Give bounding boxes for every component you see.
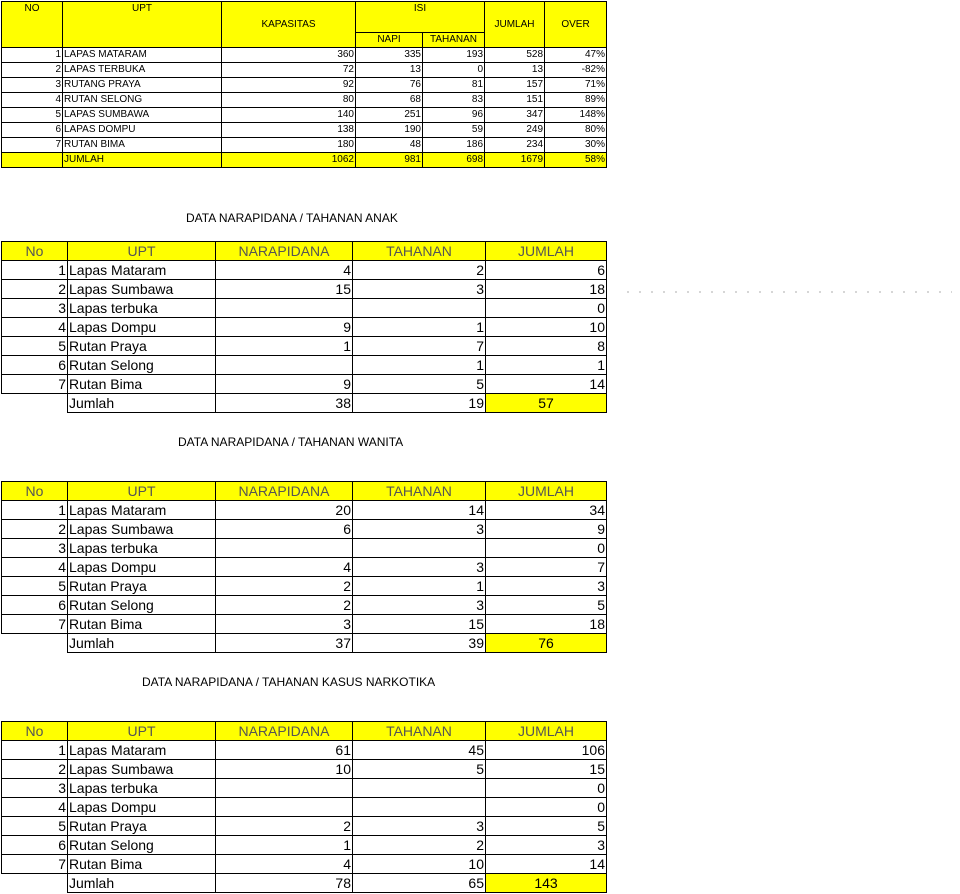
header-upt: UPT [63,2,222,48]
cell-tahanan: 1 [353,577,486,596]
cell-narapidana: 6 [216,520,353,539]
cell-napi: 68 [356,93,423,108]
cell-no: 4 [2,558,68,577]
header-jumlah: JUMLAH [486,482,607,501]
cell-narapidana [216,356,353,375]
total-jumlah: 143 [486,874,607,893]
cell-jumlah: 7 [486,558,607,577]
cell-jumlah: 8 [486,337,607,356]
cell-no: 6 [2,356,68,375]
table-row [2,817,607,836]
narkotika-caption: DATA NARAPIDANA / TAHANAN KASUS NARKOTIKA [142,675,436,689]
anak-caption: DATA NARAPIDANA / TAHANAN ANAK [186,211,398,225]
table-row [2,596,607,615]
cell-narapidana [216,798,353,817]
cell-jumlah: 18 [486,615,607,634]
cell-tahanan: 5 [353,760,486,779]
cell-narapidana: 10 [216,760,353,779]
cell-tahanan: 5 [353,375,486,394]
cell-kapasitas: 92 [222,78,356,93]
total-no-cell [2,153,63,168]
cell-tahanan: 2 [353,261,486,280]
total-no-cell [2,634,68,653]
cell-narapidana [216,539,353,558]
table-row [2,558,607,577]
cell-tahanan: 3 [353,596,486,615]
cell-upt: RUTAN BIMA [63,138,222,153]
total-narapidana: 78 [216,874,353,893]
cell-tahanan: 3 [353,520,486,539]
cell-napi: 335 [356,48,423,63]
cell-upt: Lapas Dompu [68,318,216,337]
header-upt: UPT [68,722,216,741]
cell-upt: LAPAS DOMPU [63,123,222,138]
cell-upt: Lapas terbuka [68,779,216,798]
cell-tahanan: 81 [423,78,485,93]
header-row [2,482,607,501]
cell-napi: 76 [356,78,423,93]
total-label: Jumlah [68,874,216,893]
cell-narapidana: 4 [216,855,353,874]
cell-narapidana: 2 [216,596,353,615]
table-row [2,836,607,855]
table-row [2,93,607,108]
anak-table [1,241,607,413]
cell-tahanan: 45 [353,741,486,760]
cell-narapidana: 2 [216,817,353,836]
cell-no: 4 [2,798,68,817]
cell-tahanan: 186 [423,138,485,153]
cell-upt: RUTAN SELONG [63,93,222,108]
total-row [2,153,607,168]
cell-jumlah: 1 [486,356,607,375]
cell-tahanan: 1 [353,356,486,375]
cell-tahanan: 3 [353,280,486,299]
cell-kapasitas: 138 [222,123,356,138]
table-row [2,318,607,337]
cell-upt: Lapas terbuka [68,299,216,318]
cell-narapidana: 4 [216,558,353,577]
header-narapidana: NARAPIDANA [216,242,353,261]
cell-tahanan: 1 [353,318,486,337]
header-tahanan: TAHANAN [423,33,485,48]
cell-tahanan: 2 [353,836,486,855]
cell-no: 6 [2,836,68,855]
cell-no: 6 [2,123,63,138]
cell-jumlah: 18 [486,280,607,299]
cell-kapasitas: 180 [222,138,356,153]
cell-narapidana [216,299,353,318]
cell-no: 1 [2,501,68,520]
cell-upt: Rutan Bima [68,375,216,394]
cell-upt: Rutan Selong [68,836,216,855]
table-row [2,337,607,356]
cell-no: 5 [2,577,68,596]
cell-upt: Lapas Mataram [68,741,216,760]
cell-no: 5 [2,817,68,836]
cell-narapidana: 4 [216,261,353,280]
header-row [2,722,607,741]
table-row [2,63,607,78]
cell-jumlah: 5 [486,817,607,836]
cell-jumlah: 0 [486,798,607,817]
total-tahanan: 19 [353,394,486,413]
header-jumlah: JUMLAH [485,2,545,48]
cell-tahanan: 96 [423,108,485,123]
table-row [2,520,607,539]
table-row [2,741,607,760]
total-no-cell [2,394,68,413]
cell-no: 7 [2,138,63,153]
total-napi: 981 [356,153,423,168]
cell-napi: 190 [356,123,423,138]
total-tahanan: 698 [423,153,485,168]
header-kapasitas: KAPASITAS [222,2,356,48]
cell-jumlah: 347 [485,108,545,123]
cell-no: 7 [2,375,68,394]
cell-jumlah: 3 [486,577,607,596]
cell-no: 2 [2,63,63,78]
cell-narapidana: 15 [216,280,353,299]
header-isi: ISI [356,2,485,33]
cell-upt: LAPAS TERBUKA [63,63,222,78]
cell-over: 71% [545,78,607,93]
cell-tahanan: 83 [423,93,485,108]
header-over: OVER [545,2,607,48]
cell-upt: LAPAS MATARAM [63,48,222,63]
cell-jumlah: 10 [486,318,607,337]
cell-tahanan: 15 [353,615,486,634]
table-row [2,299,607,318]
cell-tahanan: 7 [353,337,486,356]
total-kapasitas: 1062 [222,153,356,168]
header-narapidana: NARAPIDANA [216,722,353,741]
cell-upt: Lapas terbuka [68,539,216,558]
cell-no: 7 [2,855,68,874]
cell-over: 89% [545,93,607,108]
cell-no: 2 [2,280,68,299]
total-tahanan: 39 [353,634,486,653]
cell-no: 5 [2,337,68,356]
table-row [2,375,607,394]
cell-tahanan: 3 [353,558,486,577]
cell-no: 1 [2,741,68,760]
total-row [2,634,607,653]
capacity-table [1,1,607,168]
cell-kapasitas: 80 [222,93,356,108]
table-row [2,539,607,558]
table-row [2,356,607,375]
total-row [2,394,607,413]
cell-over: 47% [545,48,607,63]
cell-jumlah: 0 [486,299,607,318]
total-row [2,874,607,893]
cell-no: 4 [2,93,63,108]
cell-upt: Lapas Sumbawa [68,760,216,779]
cell-upt: Lapas Sumbawa [68,280,216,299]
cell-narapidana: 1 [216,836,353,855]
cell-no: 3 [2,779,68,798]
cell-jumlah: 13 [485,63,545,78]
header-no: No [2,722,68,741]
cell-upt: Rutan Praya [68,577,216,596]
header-jumlah: JUMLAH [486,242,607,261]
cell-napi: 48 [356,138,423,153]
cell-upt: Lapas Dompu [68,558,216,577]
cell-upt: RUTANG PRAYA [63,78,222,93]
narkotika-table [1,721,607,893]
cell-kapasitas: 360 [222,48,356,63]
cell-tahanan [353,539,486,558]
cell-no: 3 [2,78,63,93]
cell-upt: Lapas Mataram [68,501,216,520]
table-row [2,261,607,280]
cell-upt: Rutan Bima [68,615,216,634]
table-row [2,855,607,874]
cell-jumlah: 9 [486,520,607,539]
cell-tahanan [353,779,486,798]
cell-no: 5 [2,108,63,123]
header-narapidana: NARAPIDANA [216,482,353,501]
cell-tahanan: 59 [423,123,485,138]
cell-upt: Lapas Mataram [68,261,216,280]
cell-tahanan: 0 [423,63,485,78]
cell-jumlah: 0 [486,779,607,798]
cell-jumlah: 151 [485,93,545,108]
table-row [2,760,607,779]
cell-kapasitas: 140 [222,108,356,123]
header-jumlah: JUMLAH [486,722,607,741]
cell-jumlah: 0 [486,539,607,558]
table-row [2,123,607,138]
cell-upt: Rutan Selong [68,596,216,615]
wanita-table [1,481,607,653]
cell-no: 2 [2,760,68,779]
table-row [2,280,607,299]
table-row [2,615,607,634]
header-no: NO [2,2,63,48]
header-tahanan: TAHANAN [353,242,486,261]
table-row [2,501,607,520]
cell-over: 148% [545,108,607,123]
cell-tahanan: 193 [423,48,485,63]
cell-over: 30% [545,138,607,153]
cell-narapidana: 3 [216,615,353,634]
table-row [2,78,607,93]
table-row [2,138,607,153]
total-narapidana: 38 [216,394,353,413]
cell-narapidana: 2 [216,577,353,596]
cell-no: 1 [2,261,68,280]
cell-jumlah: 14 [486,855,607,874]
cell-narapidana: 9 [216,318,353,337]
cell-jumlah: 3 [486,836,607,855]
cell-jumlah: 249 [485,123,545,138]
cell-jumlah: 14 [486,375,607,394]
header-row [2,242,607,261]
total-label: JUMLAH [63,153,222,168]
cell-no: 3 [2,539,68,558]
cell-jumlah: 5 [486,596,607,615]
wanita-caption: DATA NARAPIDANA / TAHANAN WANITA [178,435,404,449]
cell-narapidana: 9 [216,375,353,394]
header-upt: UPT [68,242,216,261]
cell-kapasitas: 72 [222,63,356,78]
total-over: 58% [545,153,607,168]
cell-no: 1 [2,48,63,63]
cell-tahanan: 14 [353,501,486,520]
header-no: No [2,242,68,261]
cell-no: 3 [2,299,68,318]
cell-tahanan: 10 [353,855,486,874]
cell-tahanan: 3 [353,817,486,836]
cell-jumlah: 6 [486,261,607,280]
cell-jumlah: 157 [485,78,545,93]
total-tahanan: 65 [353,874,486,893]
total-label: Jumlah [68,634,216,653]
cell-narapidana: 1 [216,337,353,356]
cell-narapidana: 20 [216,501,353,520]
header-tahanan: TAHANAN [353,722,486,741]
cell-no: 2 [2,520,68,539]
cell-no: 6 [2,596,68,615]
cell-upt: Rutan Bima [68,855,216,874]
cell-jumlah: 528 [485,48,545,63]
header-upt: UPT [68,482,216,501]
total-no-cell [2,874,68,893]
table-row [2,798,607,817]
header-no: No [2,482,68,501]
cell-upt: Rutan Selong [68,356,216,375]
table-row [2,779,607,798]
total-jumlah: 76 [486,634,607,653]
table-row [2,577,607,596]
table-row [2,48,607,63]
total-jumlah: 1679 [485,153,545,168]
cell-upt: Rutan Praya [68,337,216,356]
cell-narapidana: 61 [216,741,353,760]
cell-jumlah: 234 [485,138,545,153]
total-jumlah: 57 [486,394,607,413]
cell-upt: Lapas Dompu [68,798,216,817]
total-narapidana: 37 [216,634,353,653]
header-tahanan: TAHANAN [353,482,486,501]
cell-jumlah: 15 [486,760,607,779]
cell-over: 80% [545,123,607,138]
cell-napi: 13 [356,63,423,78]
cell-no: 4 [2,318,68,337]
cell-no: 7 [2,615,68,634]
dotted-line [622,291,952,293]
table-row [2,108,607,123]
cell-jumlah: 34 [486,501,607,520]
cell-jumlah: 106 [486,741,607,760]
cell-upt: Rutan Praya [68,817,216,836]
cell-upt: Lapas Sumbawa [68,520,216,539]
total-label: Jumlah [68,394,216,413]
cell-upt: LAPAS SUMBAWA [63,108,222,123]
cell-tahanan [353,299,486,318]
cell-narapidana [216,779,353,798]
header-napi: NAPI [356,33,423,48]
cell-over: -82% [545,63,607,78]
cell-napi: 251 [356,108,423,123]
cell-tahanan [353,798,486,817]
